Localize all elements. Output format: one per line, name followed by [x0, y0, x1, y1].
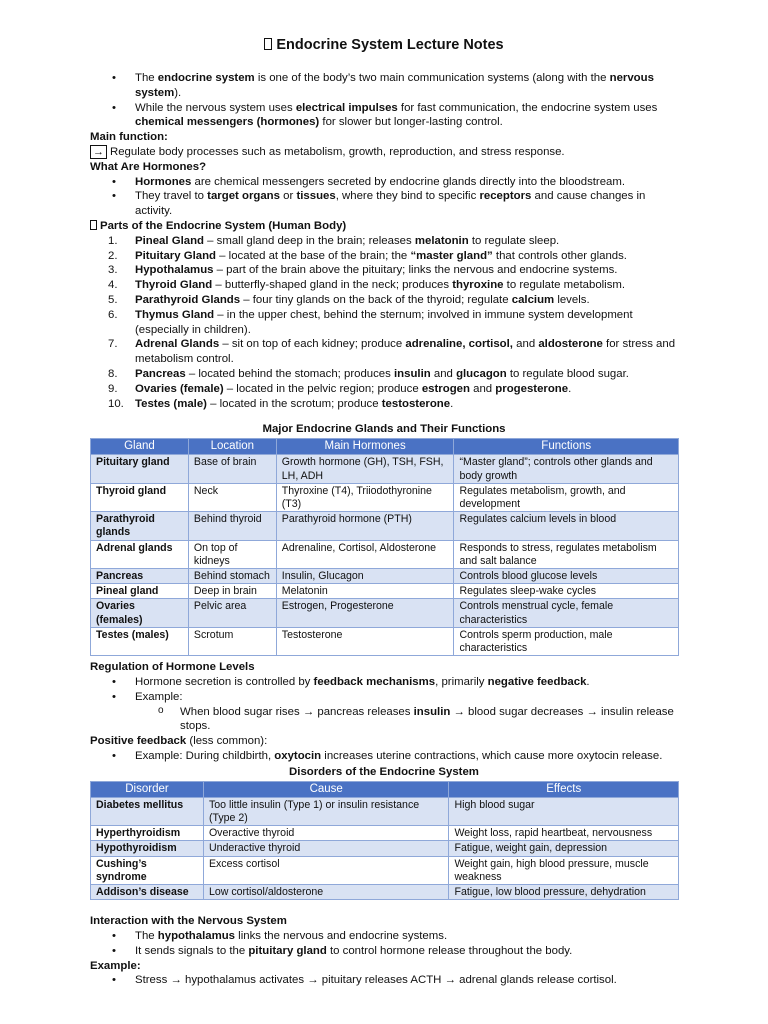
intro-list	[90, 71, 678, 130]
table-cell: Neck	[188, 483, 276, 511]
table-cell: Adrenal glands	[91, 540, 189, 568]
bold-text: melatonin	[414, 234, 469, 247]
text: – butterfly-shaped gland in the neck; produces	[212, 279, 453, 292]
bold-text: electrical impulses	[295, 101, 398, 114]
list-item	[90, 71, 678, 101]
bold-text: Hormones	[135, 175, 192, 188]
missing-glyph-icon	[90, 220, 97, 230]
bold-text: thyroxine	[452, 279, 504, 292]
bold-text: endocrine system	[157, 72, 255, 84]
bold-text: Adrenal Glands	[135, 338, 220, 351]
list-item	[90, 249, 678, 264]
list-item	[90, 175, 678, 190]
column-header: Cause	[203, 781, 449, 797]
table-cell: High blood sugar	[449, 797, 679, 825]
table-cell: Diabetes mellitus	[91, 797, 204, 825]
interaction-example-list	[90, 973, 678, 988]
column-header: Gland	[91, 439, 189, 455]
text: They travel to	[135, 190, 208, 203]
bold-text: Thymus Gland	[135, 308, 215, 321]
text: .	[450, 397, 454, 410]
table-cell: Cushing’s syndrome	[91, 856, 204, 884]
table-cell: Weight loss, rapid heartbeat, nervousness	[449, 826, 679, 841]
text: are chemical messengers secreted by endocrine glands directly into the bloodstream.	[191, 175, 626, 188]
text: When blood sugar rises → pancreas releases	[180, 705, 414, 718]
table-row	[91, 841, 679, 856]
list-item	[90, 337, 678, 367]
list-item	[90, 397, 678, 412]
bold-text: “master gland”	[410, 249, 493, 262]
bold-text: Parathyroid Glands	[135, 293, 241, 306]
list-number: 2.	[108, 249, 118, 262]
bold-text: calcium	[511, 293, 555, 306]
table-cell: Pelvic area	[188, 599, 276, 627]
table-cell: Fatigue, weight gain, depression	[449, 841, 679, 856]
disorders-table	[90, 781, 679, 901]
table-row	[91, 599, 679, 627]
bold-text: Testes (male)	[135, 397, 207, 410]
text: to regulate metabolism.	[503, 279, 626, 292]
table-cell: Regulates sleep-wake cycles	[454, 584, 679, 599]
table-cell: On top of kidneys	[188, 540, 276, 568]
text: levels.	[554, 293, 590, 306]
text: for slower but longer-lasting control.	[319, 116, 503, 129]
text: – four tiny glands on the back of the thyroid; regulate	[240, 293, 512, 306]
list-number: 6.	[108, 308, 118, 321]
text: , primarily	[435, 675, 488, 688]
table-row	[91, 884, 679, 899]
table-cell: Too little insulin (Type 1) or insulin resistance (Type 2)	[203, 797, 449, 825]
text: – located behind the stomach; produces	[185, 367, 395, 380]
text: The	[135, 72, 158, 84]
table-cell: Growth hormone (GH), TSH, FSH, LH, ADH	[276, 455, 454, 483]
text: for fast communication, the endocrine system uses	[397, 101, 658, 114]
arrow-box-icon: →	[90, 145, 107, 159]
positive-feedback-list	[90, 749, 678, 764]
list-item	[90, 308, 678, 338]
text: – located in the pelvic region; produce	[223, 382, 422, 395]
list-number: 3.	[108, 264, 118, 277]
bold-text: hypothalamus	[157, 929, 236, 942]
bold-text: negative feedback	[487, 675, 587, 688]
table-row	[91, 627, 679, 655]
text: The	[135, 929, 158, 942]
bold-text: target organs	[207, 190, 280, 203]
list-item	[90, 675, 678, 690]
regulation-list	[90, 675, 678, 705]
table-cell: Underactive thyroid	[203, 841, 449, 856]
table-cell: Controls blood glucose levels	[454, 568, 679, 583]
bold-text: Pancreas	[135, 367, 186, 380]
hormones-list	[90, 175, 678, 219]
text: and	[512, 338, 539, 351]
table-cell: Insulin, Glucagon	[276, 568, 454, 583]
table-row	[91, 540, 679, 568]
text: and	[430, 367, 457, 380]
table-cell: Behind stomach	[188, 568, 276, 583]
column-header: Main Hormones	[276, 439, 454, 455]
text: is one of the body’s two main communication systems (along with the	[254, 72, 610, 84]
bold-text: adrenaline, cortisol,	[405, 338, 513, 351]
list-item	[90, 101, 678, 131]
table-cell: Scrotum	[188, 627, 276, 655]
bold-text: insulin	[413, 705, 451, 718]
text: to regulate blood sugar.	[506, 367, 629, 380]
bold-text: tissues	[296, 190, 336, 203]
table-cell: Parathyroid glands	[91, 512, 189, 540]
positive-feedback-heading: Positive feedback (less common):	[90, 735, 268, 748]
list-number: 10.	[108, 397, 124, 410]
interaction-list	[90, 929, 678, 959]
table-cell: Pineal gland	[91, 584, 189, 599]
table-row	[91, 856, 679, 884]
text: to control hormone release throughout the body.	[326, 944, 573, 957]
table-cell: Behind thyroid	[188, 512, 276, 540]
list-item	[90, 944, 678, 959]
table-cell: Ovaries (females)	[91, 599, 189, 627]
table-cell: Pancreas	[91, 568, 189, 583]
text: – located in the scrotum; produce	[206, 397, 382, 410]
main-function-heading: Main function:	[90, 131, 168, 144]
list-number: 4.	[108, 279, 118, 292]
main-function-text: → Regulate body processes such as metabolism, growth, reproduction, and stress response.	[90, 145, 678, 160]
column-header: Functions	[454, 439, 679, 455]
table-cell: Hyperthyroidism	[91, 826, 204, 841]
text: increases uterine contractions, which cause more oxytocin release.	[321, 749, 663, 762]
text: Stress → hypothalamus activates → pituitary releases ACTH → adrenal glands release cortisol.	[135, 974, 617, 987]
text: – in the upper chest, behind the sternum; involved in immune system development (especially in children).	[135, 308, 633, 336]
bold-text: glucagon	[456, 367, 507, 380]
list-item	[90, 293, 678, 308]
text: or	[279, 190, 297, 203]
table-cell: Deep in brain	[188, 584, 276, 599]
table-cell: Regulates calcium levels in blood	[454, 512, 679, 540]
table-cell: Responds to stress, regulates metabolism and salt balance	[454, 540, 679, 568]
column-header: Effects	[449, 781, 679, 797]
column-header: Location	[188, 439, 276, 455]
table-cell: “Master gland”; controls other glands and body growth	[454, 455, 679, 483]
text: – sit on top of each kidney; produce	[219, 338, 406, 351]
list-number: 1.	[108, 234, 118, 247]
bold-text: estrogen	[421, 382, 470, 395]
parts-list	[90, 234, 678, 412]
table-cell: Excess cortisol	[203, 856, 449, 884]
table-row	[91, 797, 679, 825]
list-number: 5.	[108, 293, 118, 306]
parts-heading: Parts of the Endocrine System (Human Body)	[90, 219, 678, 234]
bold-text: Ovaries (female)	[135, 382, 224, 395]
table-cell: Fatigue, low blood pressure, dehydration	[449, 884, 679, 899]
table-cell: Controls menstrual cycle, female characteristics	[454, 599, 679, 627]
bold-text: testosterone	[381, 397, 451, 410]
text: links the nervous and endocrine systems.	[235, 929, 448, 942]
text: that controls other glands.	[492, 249, 627, 262]
table-cell: Weight gain, high blood pressure, muscle weakness	[449, 856, 679, 884]
disorders-table-caption: Disorders of the Endocrine System	[289, 765, 479, 778]
text: → blood sugar decreases → insulin release stops.	[180, 705, 674, 733]
list-item	[90, 367, 678, 382]
missing-glyph-icon	[264, 38, 272, 50]
bold-text: Pineal Gland	[135, 234, 204, 247]
list-item	[90, 749, 678, 764]
table-cell: Low cortisol/aldosterone	[203, 884, 449, 899]
table-cell: Addison’s disease	[91, 884, 204, 899]
text: Example:	[135, 690, 183, 703]
list-item	[90, 382, 678, 397]
hormones-heading: What Are Hormones?	[90, 160, 207, 173]
list-number: 8.	[108, 367, 118, 380]
table-row	[91, 568, 679, 583]
text: .	[586, 675, 590, 688]
text: to regulate sleep.	[468, 234, 560, 247]
regulation-heading: Regulation of Hormone Levels	[90, 661, 255, 674]
table-row	[91, 512, 679, 540]
list-number: 7.	[108, 338, 118, 351]
text: – part of the brain above the pituitary; links the nervous and endocrine systems.	[213, 264, 618, 277]
list-item	[90, 973, 678, 988]
interaction-heading: Interaction with the Nervous System	[90, 915, 287, 928]
page-title: Endocrine System Lecture Notes	[90, 36, 678, 54]
interaction-example-heading: Example:	[90, 959, 141, 972]
glands-table-caption: Major Endocrine Glands and Their Functions	[262, 423, 506, 436]
list-number: 9.	[108, 382, 118, 395]
text: for stress and metabolism control.	[135, 338, 676, 366]
bold-text: pituitary gland	[248, 944, 327, 957]
bold-text: receptors	[479, 190, 532, 203]
table-row	[91, 826, 679, 841]
glands-table	[90, 438, 679, 656]
text: and cause changes in activity.	[135, 190, 646, 218]
table-cell: Testes (males)	[91, 627, 189, 655]
list-item	[90, 690, 678, 705]
list-item	[90, 278, 678, 293]
text: .	[568, 382, 572, 395]
bold-text: Pituitary Gland	[135, 249, 217, 262]
list-item	[90, 929, 678, 944]
bold-text: Hypothalamus	[135, 264, 214, 277]
text: ).	[174, 86, 182, 99]
text: – small gland deep in the brain; releases	[204, 234, 415, 247]
regulation-sublist	[90, 705, 678, 735]
list-item	[90, 263, 678, 278]
table-cell: Pituitary gland	[91, 455, 189, 483]
list-item	[90, 189, 678, 219]
table-cell: Thyroid gland	[91, 483, 189, 511]
text: and	[469, 382, 496, 395]
bold-text: oxytocin	[274, 749, 322, 762]
table-cell: Base of brain	[188, 455, 276, 483]
text: It sends signals to the	[135, 944, 249, 957]
table-row	[91, 455, 679, 483]
table-cell: Controls sperm production, male characteristics	[454, 627, 679, 655]
bold-text: feedback mechanisms	[313, 675, 436, 688]
bold-text: progesterone	[495, 382, 569, 395]
list-item	[90, 705, 678, 735]
table-cell: Melatonin	[276, 584, 454, 599]
bold-text: insulin	[394, 367, 431, 380]
text: , where they bind to specific	[335, 190, 480, 203]
bold-text: nervous system	[135, 72, 654, 99]
table-cell: Thyroxine (T4), Triiodothyronine (T3)	[276, 483, 454, 511]
text: Hormone secretion is controlled by	[135, 675, 314, 688]
table-cell: Overactive thyroid	[203, 826, 449, 841]
table-cell: Estrogen, Progesterone	[276, 599, 454, 627]
bold-text: chemical messengers (hormones)	[135, 116, 320, 129]
text: Example: During childbirth,	[135, 749, 275, 762]
table-cell: Adrenaline, Cortisol, Aldosterone	[276, 540, 454, 568]
text: While the nervous system uses	[135, 101, 296, 114]
column-header: Disorder	[91, 781, 204, 797]
table-row	[91, 584, 679, 599]
table-cell: Regulates metabolism, growth, and development	[454, 483, 679, 511]
bold-text: Thyroid Gland	[135, 279, 213, 292]
table-cell: Parathyroid hormone (PTH)	[276, 512, 454, 540]
table-cell: Hypothyroidism	[91, 841, 204, 856]
text: – located at the base of the brain; the	[216, 249, 411, 262]
table-cell: Testosterone	[276, 627, 454, 655]
list-item	[90, 234, 678, 249]
bold-text: aldosterone	[538, 338, 603, 351]
table-row	[91, 483, 679, 511]
